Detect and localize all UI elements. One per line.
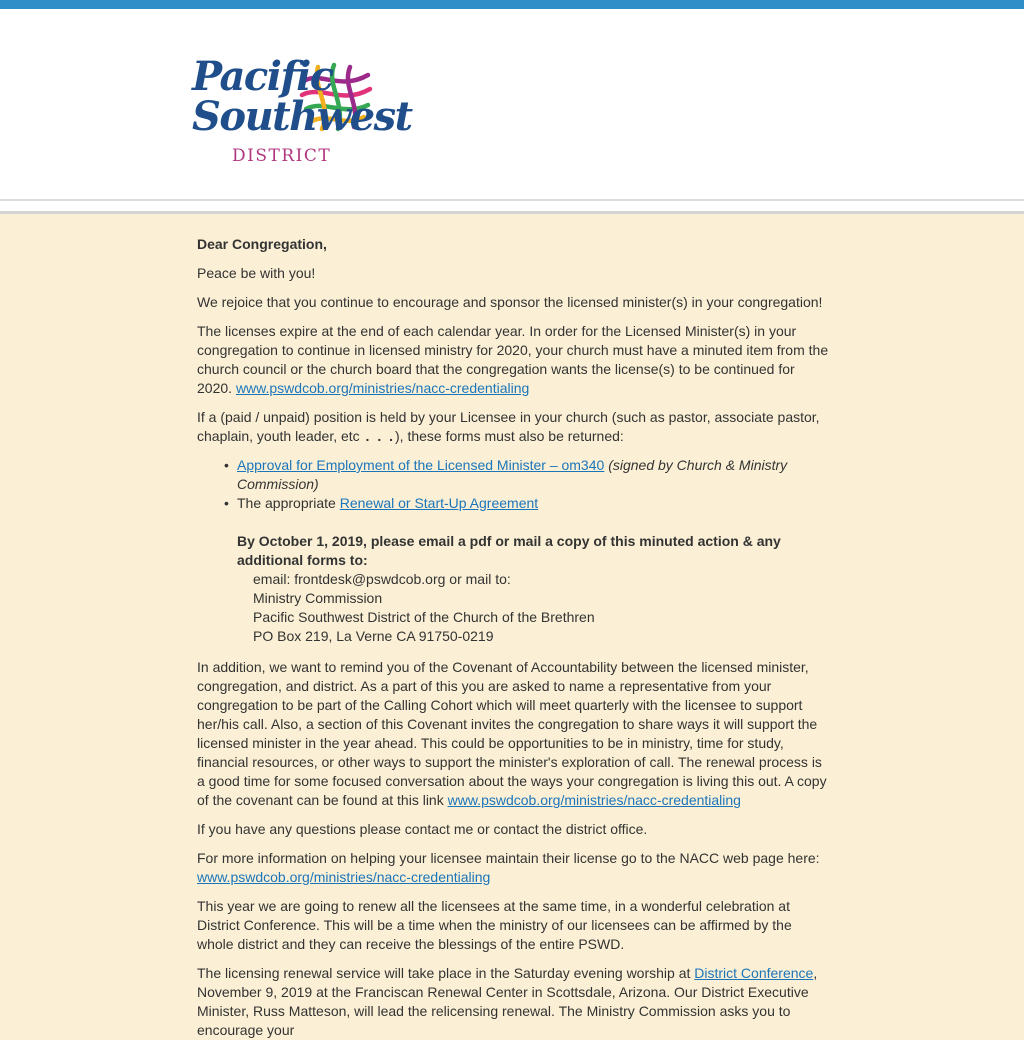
position-paragraph xyxy=(197,408,829,446)
service-text: The licensing renewal service will take place in the Saturday evening worship at xyxy=(197,965,691,981)
deadline-notice: By October 1, 2019, please email a pdf or mail a copy of this minuted action & any additional forms to: xyxy=(237,533,781,568)
greeting: Dear Congregation, xyxy=(197,236,327,252)
logo-text-pacific: Pacific xyxy=(192,53,333,100)
approval-form-note: (signed by Church & Ministry Commission) xyxy=(237,457,788,492)
nacc-page-link[interactable]: www.pswdcob.org/ministries/nacc-credentialing xyxy=(197,869,491,885)
mailing-address xyxy=(253,570,829,646)
header-divider xyxy=(0,199,1024,209)
ellipsis: . . . xyxy=(359,428,396,444)
forms-list xyxy=(237,456,829,513)
position-text-end: ), these forms must also be returned: xyxy=(395,428,624,444)
address-line-2: Pacific Southwest District of the Church of the Brethren xyxy=(253,609,595,625)
pacific-southwest-district-logo[interactable] xyxy=(190,49,412,173)
address-line-1: Ministry Commission xyxy=(253,590,383,606)
email-header xyxy=(0,9,1024,199)
credentialing-link[interactable]: www.pswdcob.org/ministries/nacc-credentialing xyxy=(235,380,530,396)
covenant-text: In addition, we want to remind you of the Covenant of Accountability between the licensed minister, congregation, and district. As a part of this you are asked to name a representative from your congregation to be part of the Calling Cohort which will meet quarterly with the licensee to support her/his call. Also, a section of this Covenant invites the congregation to share ways it will support the licensed minister in the year ahead. This could be opportunities to be in ministry, time for study, financial resources, or other ways to support the minister's exploration of call. The renewal process is a good time for some focused conversation about the ways your congregation is living this out. A copy of the covenant can be found at this link xyxy=(197,659,827,808)
list-item xyxy=(237,456,829,494)
list-item xyxy=(237,494,829,513)
approval-form-link[interactable]: Approval for Employment of the Licensed Minister – om340 xyxy=(237,457,605,473)
covenant-link[interactable]: www.pswdcob.org/ministries/nacc-credentialing xyxy=(447,792,741,808)
email-line: email: frontdesk@pswdcob.org or mail to: xyxy=(253,571,511,587)
licenses-paragraph xyxy=(197,322,829,398)
more-info-paragraph xyxy=(197,849,829,887)
letter-body xyxy=(197,214,829,1040)
licenses-text: The licenses expire at the end of each calendar year. In order for the Licensed Minister(s) in your congregation to continue in licensed ministry for 2020, your church must have a minuted item from the church council or the church board that the congregation wants the license(s) to be continued for 2020. xyxy=(197,323,829,396)
service-text-end: , November 9, 2019 at the Franciscan Renewal Center in Scottsdale, Arizona. Our District Executive Minister, Russ Matteson, will lead the relicensing renewal. The Ministry Commission asks you to encourage your xyxy=(197,965,818,1038)
renewal-paragraph: This year we are going to renew all the licensees at the same time, in a wonderful celebration at District Conference. This will be a time when the ministry of our licensees can be affirmed by the whole district and they can receive the blessings of the entire PSWD. xyxy=(197,898,792,952)
renewal-agreement-link[interactable]: Renewal or Start-Up Agreement xyxy=(339,495,539,511)
agreement-prefix: The appropriate xyxy=(237,495,336,511)
questions-paragraph: If you have any questions please contact me or contact the district office. xyxy=(197,821,648,837)
top-accent-bar xyxy=(0,0,1024,9)
more-info-text: For more information on helping your licensee maintain their license go to the NACC web page here: xyxy=(197,850,820,866)
position-text: If a (paid / unpaid) position is held by your Licensee in your church (such as pastor, associate pastor, chaplain, youth leader, etc xyxy=(197,409,820,444)
district-conference-link[interactable]: District Conference xyxy=(694,965,814,981)
covenant-paragraph xyxy=(197,658,829,810)
logo-text-district: DISTRICT xyxy=(232,146,332,166)
service-paragraph xyxy=(197,964,829,1040)
address-line-3: PO Box 219, La Verne CA 91750-0219 xyxy=(253,628,494,644)
peace-line: Peace be with you! xyxy=(197,265,316,281)
logo-text-southwest: Southwest xyxy=(192,93,412,140)
rejoice-paragraph: We rejoice that you continue to encourage and sponsor the licensed minister(s) in your congregation! xyxy=(197,294,823,310)
